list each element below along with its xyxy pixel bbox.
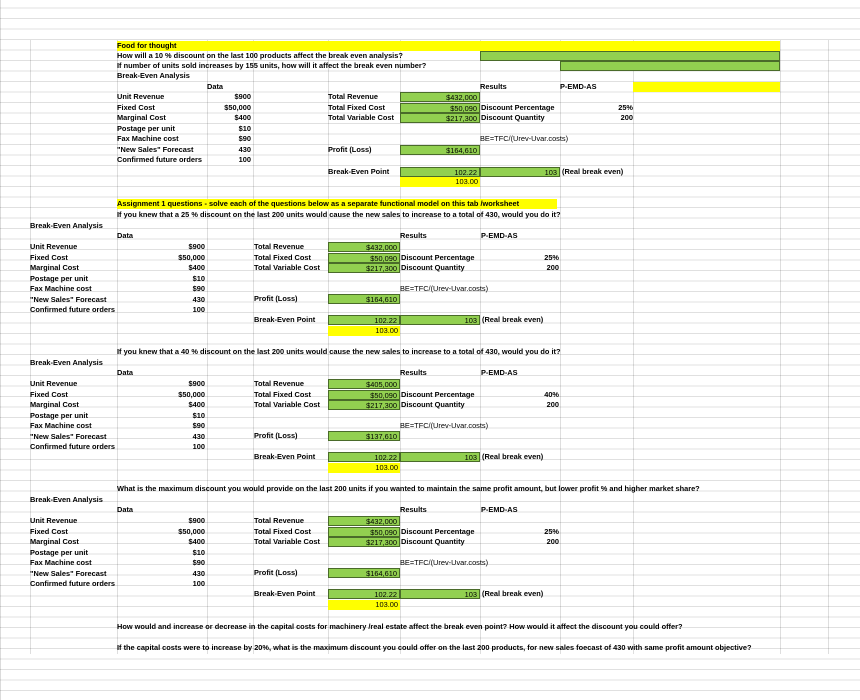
real-break-even-label: (Real break even) bbox=[562, 167, 624, 176]
profit-cell[interactable]: $164,610 bbox=[328, 294, 400, 304]
label-discount-qty: Discount Quantity bbox=[401, 400, 465, 409]
total-fixed-cost-cell[interactable]: $50,090 bbox=[328, 527, 400, 537]
label-discount-qty: Discount Quantity bbox=[401, 263, 465, 272]
label-discount-pct: Discount Percentage bbox=[401, 526, 475, 536]
label-confirmed-orders: Confirmed future orders bbox=[30, 442, 115, 451]
data-header: Data bbox=[117, 368, 134, 377]
total-revenue-cell[interactable]: $432,000 bbox=[400, 92, 480, 102]
pemd-label: P-EMD-AS bbox=[481, 505, 518, 514]
total-variable-cost-cell[interactable]: $217,300 bbox=[400, 113, 480, 123]
discount-pct-value[interactable]: 25% bbox=[618, 103, 633, 112]
label-break-even-point: Break-Even Point bbox=[254, 452, 316, 461]
label-profit: Profit (Loss) bbox=[254, 294, 298, 303]
results-header: Results bbox=[480, 82, 507, 91]
discount-qty-value[interactable]: 200 bbox=[546, 537, 559, 546]
value-fixed-cost[interactable]: $50,000 bbox=[224, 103, 251, 112]
profit-cell[interactable]: $164,610 bbox=[400, 145, 480, 155]
value-new-sales[interactable]: 430 bbox=[192, 431, 205, 441]
label-marginal-cost: Marginal Cost bbox=[117, 113, 166, 122]
be-formula: BE=TFC/(Urev-Uvar.costs) bbox=[400, 421, 489, 430]
total-revenue-cell[interactable]: $432,000 bbox=[328, 516, 400, 526]
section-title: Break-Even Analysis bbox=[30, 358, 103, 367]
column-line bbox=[633, 40, 634, 654]
discount-pct-value[interactable]: 25% bbox=[544, 526, 559, 536]
label-new-sales: "New Sales" Forecast bbox=[30, 294, 107, 304]
label-new-sales: "New Sales" Forecast bbox=[30, 568, 107, 578]
data-header: Data bbox=[117, 505, 134, 514]
value-fixed-cost[interactable]: $50,000 bbox=[178, 389, 205, 399]
discount-pct-value[interactable]: 40% bbox=[544, 389, 559, 399]
pemd-label: P-EMD-AS bbox=[481, 231, 518, 240]
label-total-fixed-cost: Total Fixed Cost bbox=[254, 526, 311, 536]
value-new-sales[interactable]: 430 bbox=[238, 145, 251, 154]
real-break-even-label: (Real break even) bbox=[482, 315, 544, 324]
value-unit-revenue[interactable]: $900 bbox=[188, 379, 205, 388]
total-fixed-cost-cell[interactable]: $50,090 bbox=[328, 390, 400, 400]
value-postage[interactable]: $10 bbox=[192, 547, 205, 557]
total-variable-cost-cell[interactable]: $217,300 bbox=[328, 263, 400, 273]
food-header: Food for thought bbox=[117, 41, 177, 50]
label-total-revenue: Total Revenue bbox=[254, 242, 304, 251]
label-postage: Postage per unit bbox=[117, 124, 175, 133]
value-marginal-cost[interactable]: $400 bbox=[188, 537, 205, 546]
value-fixed-cost[interactable]: $50,000 bbox=[178, 526, 205, 536]
food-header-cell[interactable] bbox=[117, 41, 780, 51]
value-confirmed-orders[interactable]: 100 bbox=[238, 155, 251, 164]
data-header: Data bbox=[117, 231, 134, 240]
total-fixed-cost-cell[interactable]: $50,090 bbox=[328, 253, 400, 263]
label-marginal-cost: Marginal Cost bbox=[30, 537, 79, 546]
column-line bbox=[780, 40, 781, 654]
label-fax-machine: Fax Machine cost bbox=[30, 421, 92, 430]
label-profit: Profit (Loss) bbox=[254, 431, 298, 440]
label-total-fixed-cost: Total Fixed Cost bbox=[254, 389, 311, 399]
label-break-even-point: Break-Even Point bbox=[254, 315, 316, 324]
label-marginal-cost: Marginal Cost bbox=[30, 400, 79, 409]
break-even-cell[interactable]: 102.22 bbox=[400, 167, 480, 177]
question-capital-increase[interactable]: If the capital costs were to increase by 20%, what is the maximum discount you could offer on the last 200 products, for new sales foecast of 430 with same profit amount objective? bbox=[117, 643, 752, 652]
be-formula: BE=TFC/(Urev-Uvar.costs) bbox=[400, 284, 489, 293]
label-break-even-point: Break-Even Point bbox=[254, 589, 316, 598]
data-header: Data bbox=[207, 82, 224, 91]
label-confirmed-orders: Confirmed future orders bbox=[30, 579, 115, 588]
label-unit-revenue: Unit Revenue bbox=[117, 92, 165, 101]
value-postage[interactable]: $10 bbox=[238, 124, 251, 133]
results-header: Results bbox=[400, 368, 427, 377]
label-fax-machine: Fax Machine cost bbox=[117, 134, 179, 143]
discount-pct-value[interactable]: 25% bbox=[544, 252, 559, 262]
profit-cell[interactable]: $164,610 bbox=[328, 568, 400, 578]
profit-cell[interactable]: $137,610 bbox=[328, 431, 400, 441]
label-break-even-point: Break-Even Point bbox=[328, 167, 390, 176]
real-break-even-label: (Real break even) bbox=[482, 452, 544, 461]
label-confirmed-orders: Confirmed future orders bbox=[30, 305, 115, 314]
discount-qty-value[interactable]: 200 bbox=[620, 113, 633, 122]
label-total-fixed-cost: Total Fixed Cost bbox=[254, 252, 311, 262]
label-new-sales: "New Sales" Forecast bbox=[30, 431, 107, 441]
value-unit-revenue[interactable]: $900 bbox=[188, 242, 205, 251]
label-postage: Postage per unit bbox=[30, 273, 88, 283]
label-total-revenue: Total Revenue bbox=[254, 516, 304, 525]
label-total-revenue: Total Revenue bbox=[254, 379, 304, 388]
label-fixed-cost: Fixed Cost bbox=[30, 526, 68, 536]
label-new-sales: "New Sales" Forecast bbox=[117, 145, 194, 154]
value-fax-machine[interactable]: $90 bbox=[192, 421, 205, 430]
break-even-cell[interactable]: 102.22 bbox=[328, 315, 400, 325]
pemd-label: P-EMD-AS bbox=[560, 82, 597, 91]
value-postage[interactable]: $10 bbox=[192, 273, 205, 283]
value-confirmed-orders[interactable]: 100 bbox=[192, 305, 205, 314]
label-discount-pct: Discount Percentage bbox=[481, 103, 555, 112]
label-total-variable-cost: Total Variable Cost bbox=[254, 400, 320, 409]
label-profit: Profit (Loss) bbox=[328, 145, 372, 154]
label-fixed-cost: Fixed Cost bbox=[117, 103, 155, 112]
question-capital-costs[interactable]: How would and increase or decrease in the capital costs for machinery /real estate affect the break even point? How would it affect the discount you could offer? bbox=[117, 622, 683, 631]
value-fax-machine[interactable]: $90 bbox=[192, 558, 205, 567]
total-revenue-cell[interactable]: $432,000 bbox=[328, 242, 400, 252]
value-marginal-cost[interactable]: $400 bbox=[188, 263, 205, 272]
section-title: Break-Even Analysis bbox=[30, 221, 103, 230]
label-postage: Postage per unit bbox=[30, 410, 88, 420]
label-fax-machine: Fax Machine cost bbox=[30, 558, 92, 567]
question-155-units[interactable]: If number of units sold increases by 155 units, how will it affect the break even number? bbox=[117, 61, 427, 70]
break-even-rounded-cell[interactable]: 103.00 bbox=[328, 600, 400, 610]
label-total-variable-cost: Total Variable Cost bbox=[328, 113, 394, 122]
total-variable-cost-cell[interactable]: $217,300 bbox=[328, 537, 400, 547]
assignment-header-cell[interactable] bbox=[117, 199, 557, 209]
label-total-revenue: Total Revenue bbox=[328, 92, 378, 101]
break-even-cell[interactable]: 102.22 bbox=[328, 452, 400, 462]
label-unit-revenue: Unit Revenue bbox=[30, 516, 78, 525]
label-profit: Profit (Loss) bbox=[254, 568, 298, 577]
section-title: Break-Even Analysis bbox=[30, 495, 103, 504]
assignment-header: Assignment 1 questions - solve each of the questions below as a separate functional model on this tab /worksheet bbox=[117, 199, 520, 208]
label-discount-pct: Discount Percentage bbox=[401, 389, 475, 399]
column-line bbox=[828, 40, 829, 654]
value-confirmed-orders[interactable]: 100 bbox=[192, 442, 205, 451]
value-unit-revenue[interactable]: $900 bbox=[234, 92, 251, 101]
break-even-rounded-cell[interactable]: 103.00 bbox=[328, 326, 400, 336]
section-question[interactable]: If you knew that a 25 % discount on the last 200 units would cause the new sales to increase to a total of 430, would you do it? bbox=[117, 210, 561, 219]
results-header: Results bbox=[400, 505, 427, 514]
break-even-cell[interactable]: 102.22 bbox=[328, 589, 400, 599]
value-fax-machine[interactable]: $90 bbox=[238, 134, 251, 143]
break-even-rounded-cell[interactable]: 103.00 bbox=[400, 177, 480, 187]
value-new-sales[interactable]: 430 bbox=[192, 568, 205, 578]
value-new-sales[interactable]: 430 bbox=[192, 294, 205, 304]
real-break-even-cell[interactable]: 103 bbox=[480, 167, 560, 177]
answer-cell-q2[interactable] bbox=[560, 61, 780, 71]
label-unit-revenue: Unit Revenue bbox=[30, 379, 78, 388]
label-total-fixed-cost: Total Fixed Cost bbox=[328, 103, 385, 112]
label-unit-revenue: Unit Revenue bbox=[30, 242, 78, 251]
real-break-even-cell[interactable]: 103 bbox=[400, 452, 480, 462]
value-unit-revenue[interactable]: $900 bbox=[188, 516, 205, 525]
total-fixed-cost-cell[interactable]: $50,090 bbox=[400, 103, 480, 113]
label-discount-pct: Discount Percentage bbox=[401, 252, 475, 262]
label-total-variable-cost: Total Variable Cost bbox=[254, 537, 320, 546]
label-confirmed-orders: Confirmed future orders bbox=[117, 155, 202, 164]
value-postage[interactable]: $10 bbox=[192, 410, 205, 420]
value-fax-machine[interactable]: $90 bbox=[192, 284, 205, 293]
discount-qty-value[interactable]: 200 bbox=[546, 400, 559, 409]
pemd-yellow-cell[interactable] bbox=[633, 82, 780, 92]
value-confirmed-orders[interactable]: 100 bbox=[192, 579, 205, 588]
label-marginal-cost: Marginal Cost bbox=[30, 263, 79, 272]
value-marginal-cost[interactable]: $400 bbox=[234, 113, 251, 122]
break-even-rounded-cell[interactable]: 103.00 bbox=[328, 463, 400, 473]
label-discount-qty: Discount Quantity bbox=[481, 113, 545, 122]
total-variable-cost-cell[interactable]: $217,300 bbox=[328, 400, 400, 410]
label-fixed-cost: Fixed Cost bbox=[30, 252, 68, 262]
label-discount-qty: Discount Quantity bbox=[401, 537, 465, 546]
value-marginal-cost[interactable]: $400 bbox=[188, 400, 205, 409]
discount-qty-value[interactable]: 200 bbox=[546, 263, 559, 272]
label-fax-machine: Fax Machine cost bbox=[30, 284, 92, 293]
label-postage: Postage per unit bbox=[30, 547, 88, 557]
value-fixed-cost[interactable]: $50,000 bbox=[178, 252, 205, 262]
real-break-even-label: (Real break even) bbox=[482, 589, 544, 598]
be-formula: BE=TFC/(Urev-Uvar.costs) bbox=[480, 134, 569, 143]
real-break-even-cell[interactable]: 103 bbox=[400, 589, 480, 599]
section-question[interactable]: What is the maximum discount you would provide on the last 200 units if you wanted to maintain the same profit amount, but lower profit % and higher market share? bbox=[117, 484, 700, 493]
be-formula: BE=TFC/(Urev-Uvar.costs) bbox=[400, 558, 489, 567]
total-revenue-cell[interactable]: $405,000 bbox=[328, 379, 400, 389]
label-total-variable-cost: Total Variable Cost bbox=[254, 263, 320, 272]
section-question[interactable]: If you knew that a 40 % discount on the last 200 units would cause the new sales to increase to a total of 430, would you do it? bbox=[117, 347, 561, 356]
question-10-discount[interactable]: How will a 10 % discount on the last 100 products affect the break even analysis? bbox=[117, 51, 403, 60]
answer-cell-q1[interactable] bbox=[480, 51, 780, 61]
real-break-even-cell[interactable]: 103 bbox=[400, 315, 480, 325]
section-title: Break-Even Analysis bbox=[117, 71, 190, 80]
pemd-label: P-EMD-AS bbox=[481, 368, 518, 377]
label-fixed-cost: Fixed Cost bbox=[30, 389, 68, 399]
results-header: Results bbox=[400, 231, 427, 240]
